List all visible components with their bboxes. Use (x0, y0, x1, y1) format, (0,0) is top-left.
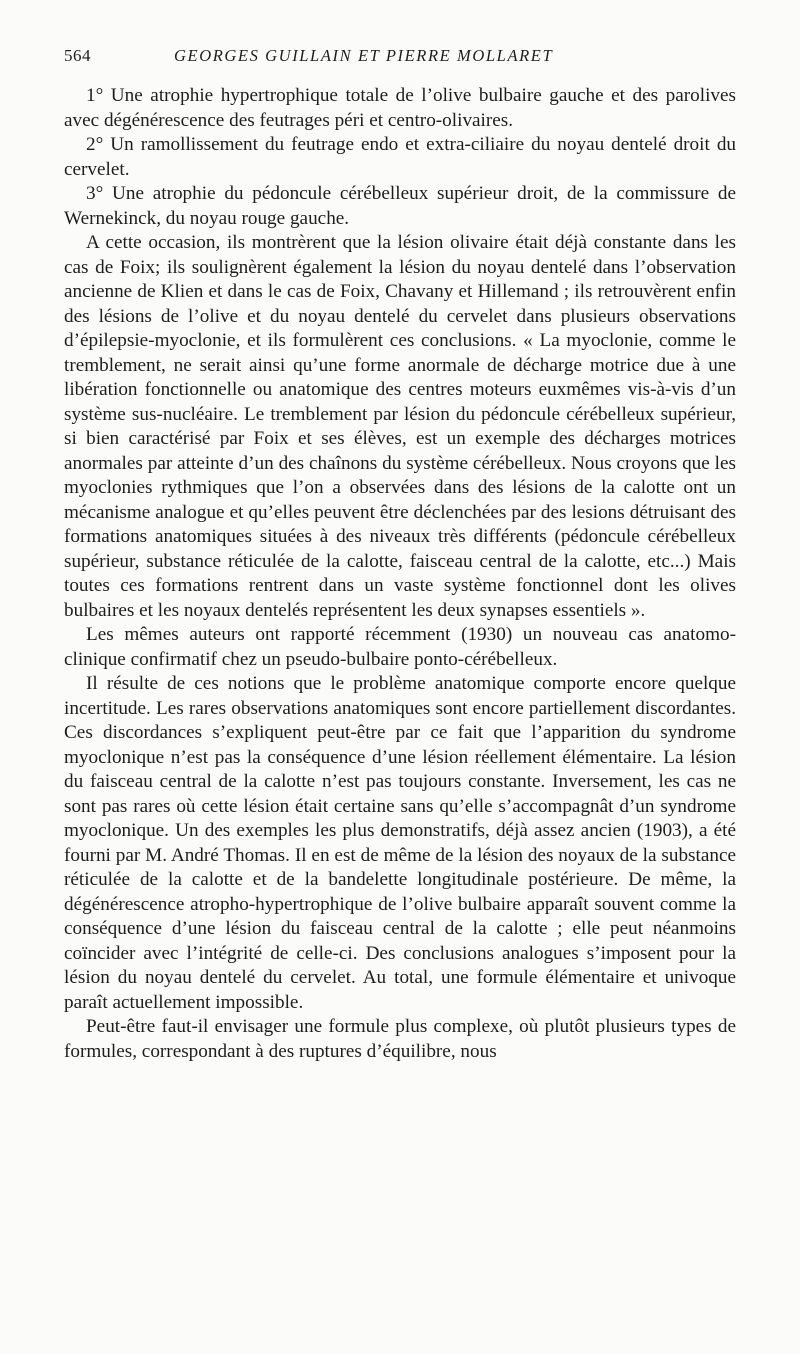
paragraph-foix-discussion: A cette occasion, ils montrèrent que la lésion olivaire était déjà constante dans les cas de Foix; ils soulignèrent également la lésion du noyau dentelé dans l’observation ancienne de Klien et dans le cas de Foix, Chavany et Hillemand ; ils retrouvèrent enfin des lésions de l’olive et du noyau dentelé du cervelet dans plusieurs observations d’épilepsie-myoclonie, et ils formulèrent ces conclusions. « La myoclonie, comme le tremblement, ne serait ainsi qu’une forme anormale de décharge motrice due à une libération fonctionnelle ou anatomique des centres moteurs euxmêmes vis-à-vis d’un système sus-nucléaire. Le tremblement par lésion du pédoncule cérébelleux supérieur, si bien caractérisé par Foix et ses élèves, est un exemple des décharges motrices anormales par atteinte d’un des chaînons du système cérébelleux. Nous croyons que les myoclonies rythmiques que l’on a observées dans des lésions de la calotte ont un mécanisme analogue et qu’elles peuvent être déclenchées par des lesions détruisant des formations anatomiques situées à des niveaux très différents (pédoncule cérébelleux supérieur, substance réticulée de la calotte, faisceau central de la calotte, etc...) Mais toutes ces formations rentrent dans un vaste système fonctionnel dont les olives bulbaires et les noyaux dentelés représentent les deux synapses essentiels ». (64, 232, 736, 621)
running-title: GEORGES GUILLAIN ET PIERRE MOLLARET (174, 46, 554, 65)
paragraph-item-1: 1° Une atrophie hypertrophique totale de l’olive bulbaire gauche et des parolives avec dégénérescence des feutrages péri et centro-olivaires. (64, 85, 736, 131)
paragraph-item-2: 2° Un ramollissement du feutrage endo et extra-ciliaire du noyau dentelé droit du cervelet. (64, 134, 736, 180)
paragraph-recent-case: Les mêmes auteurs ont rapporté récemment (1930) un nouveau cas anatomo-clinique confirmatif chez un pseudo-bulbaire ponto-cérébelleux. (64, 624, 736, 670)
page-number: 564 (64, 46, 91, 65)
running-head (64, 46, 736, 76)
paragraph-item-3: 3° Une atrophie du pédoncule cérébelleux supérieur droit, de la commissure de Wernekinck, du noyau rouge gauche. (64, 183, 736, 229)
paragraph-complex-formula: Peut-être faut-il envisager une formule plus complexe, où plutôt plusieurs types de formules, correspondant à des ruptures d’équilibre, nous (64, 1016, 736, 1062)
paragraph-anatomical-uncertainty: Il résulte de ces notions que le problème anatomique comporte encore quelque incertitude. Les rares observations anatomiques sont encore partiellement discordantes. Ces discordances s’expliquent peut-être par ce fait que l’apparition du syndrome myoclonique n’est pas la conséquence d’une lésion réellement élémentaire. La lésion du faisceau central de la calotte n’est pas toujours constante. Inversement, les cas ne sont pas rares où cette lésion était certaine sans qu’elle s’accompagnât d’un syndrome myoclonique. Un des exemples les plus demonstratifs, déjà assez ancien (1903), a été fourni par M. André Thomas. Il en est de même de la lésion des noyaux de la substance réticulée de la calotte et de la bandelette longitudinale postérieure. De même, la dégénérescence atropho-hypertrophique de l’olive bulbaire apparaît souvent comme la conséquence d’une lésion du faisceau central de la calotte ; elle peut néanmoins coïncider avec l’intégrité de celle-ci. Des conclusions analogues s’imposent pour la lésion du noyau dentelé du cervelet. Au total, une formule élémentaire et univoque paraît actuellement impossible. (64, 673, 736, 1013)
body-text (64, 84, 736, 1064)
